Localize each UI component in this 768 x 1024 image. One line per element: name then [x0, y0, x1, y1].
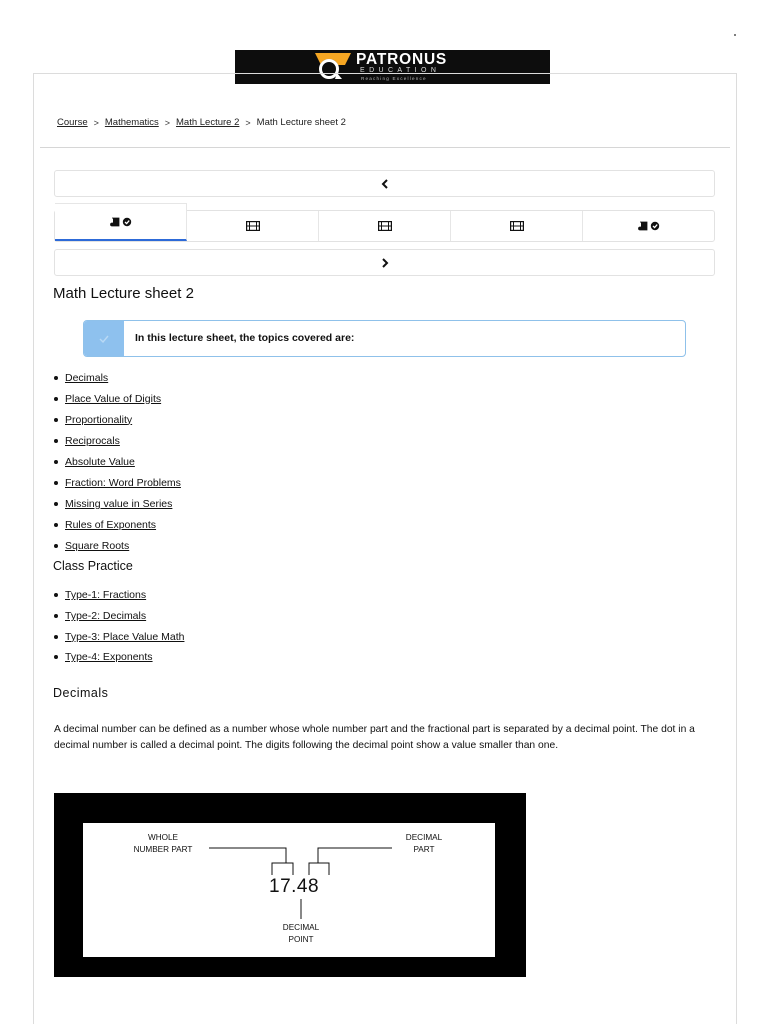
chevron-right-icon: >: [164, 117, 171, 128]
tab-video-1[interactable]: [187, 211, 319, 241]
practice-list: [54, 585, 184, 668]
list-item: [54, 409, 181, 430]
topic-link[interactable]: Square Roots: [65, 539, 130, 552]
book-check-icon: [638, 221, 660, 231]
topic-link[interactable]: Proportionality: [65, 413, 133, 426]
list-item: [54, 451, 181, 472]
list-item: [54, 388, 181, 409]
tab-lecture-sheet-2[interactable]: [583, 211, 714, 241]
page-title: Math Lecture sheet 2: [53, 285, 194, 302]
topic-link[interactable]: Fraction: Word Problems: [65, 476, 181, 489]
topic-link[interactable]: Absolute Value: [65, 455, 135, 468]
topic-link[interactable]: Place Value of Digits: [65, 392, 162, 405]
check-icon: [99, 335, 109, 343]
practice-link[interactable]: Type-1: Fractions: [65, 589, 147, 602]
decimal-number: 17.48: [269, 876, 320, 897]
unit-tabs: [54, 210, 715, 242]
list-item: [54, 606, 184, 627]
chevron-right-icon: >: [245, 117, 251, 128]
class-practice-heading: Class Practice: [53, 559, 133, 573]
decimal-diagram-image: [54, 793, 526, 977]
breadcrumb-current: Math Lecture sheet 2: [256, 117, 346, 128]
tab-lecture-sheet[interactable]: [55, 203, 187, 241]
book-check-icon: [110, 217, 132, 227]
logo-tagline: Reaching Excellence: [361, 76, 427, 81]
practice-link[interactable]: Type-4: Exponents: [65, 651, 153, 664]
practice-link[interactable]: Type-3: Place Value Math: [65, 630, 185, 643]
topic-link[interactable]: Rules of Exponents: [65, 518, 157, 531]
breadcrumb-math-lecture-2[interactable]: Math Lecture 2: [176, 117, 240, 128]
topic-link[interactable]: Reciprocals: [65, 434, 120, 447]
decimals-paragraph: A decimal number can be defined as a number whose whole number part and the fractional part is separated by a decimal point. The dot in a decimal number is called a decimal point. The digits following the decimal point show a value smaller than one.: [54, 724, 695, 751]
list-item: [54, 472, 181, 493]
film-icon: [246, 221, 260, 231]
chevron-right-icon: >: [93, 117, 99, 128]
list-item: [54, 626, 184, 647]
diagram-canvas: [83, 823, 495, 957]
decimal-label-line-1: DECIMAL: [405, 833, 443, 842]
film-icon: [378, 221, 392, 231]
decimals-heading: Decimals: [53, 686, 109, 700]
list-item: [54, 367, 181, 388]
tab-video-3[interactable]: [451, 211, 583, 241]
breadcrumb-course[interactable]: Course: [57, 117, 88, 128]
info-callout: [83, 320, 686, 357]
callout-text: In this lecture sheet, the topics covered are:: [135, 332, 355, 344]
logo-name: PATRONUS: [356, 51, 448, 68]
decimal-point-label: [266, 922, 336, 946]
breadcrumb-mathematics[interactable]: Mathematics: [104, 117, 159, 128]
list-item: [54, 535, 181, 556]
chevron-right-icon: [381, 258, 389, 268]
list-item: [54, 493, 181, 514]
chevron-left-icon: [381, 179, 389, 189]
list-item: [54, 585, 184, 606]
callout-accent: [84, 321, 124, 356]
decimal-label-line-2: PART: [413, 845, 435, 854]
whole-label-line-2: NUMBER PART: [133, 845, 193, 854]
whole-label-line-1: WHOLE: [147, 833, 179, 842]
list-item: [54, 647, 184, 668]
next-button[interactable]: [54, 249, 715, 276]
list-item: [54, 514, 181, 535]
topic-link[interactable]: Missing value in Series: [65, 497, 173, 510]
tab-video-2[interactable]: [319, 211, 451, 241]
breadcrumb: [57, 117, 346, 128]
topic-link[interactable]: Decimals: [65, 371, 109, 384]
header-divider: [40, 147, 730, 148]
list-item: [54, 430, 181, 451]
previous-button[interactable]: [54, 170, 715, 197]
point-label-line-1: DECIMAL: [282, 923, 320, 932]
point-label-line-2: POINT: [288, 935, 314, 944]
corner-dot: [734, 34, 736, 36]
film-icon: [510, 221, 524, 231]
topics-list: [54, 367, 181, 556]
logo-subtitle: EDUCATION: [360, 67, 441, 74]
practice-link[interactable]: Type-2: Decimals: [65, 610, 147, 623]
